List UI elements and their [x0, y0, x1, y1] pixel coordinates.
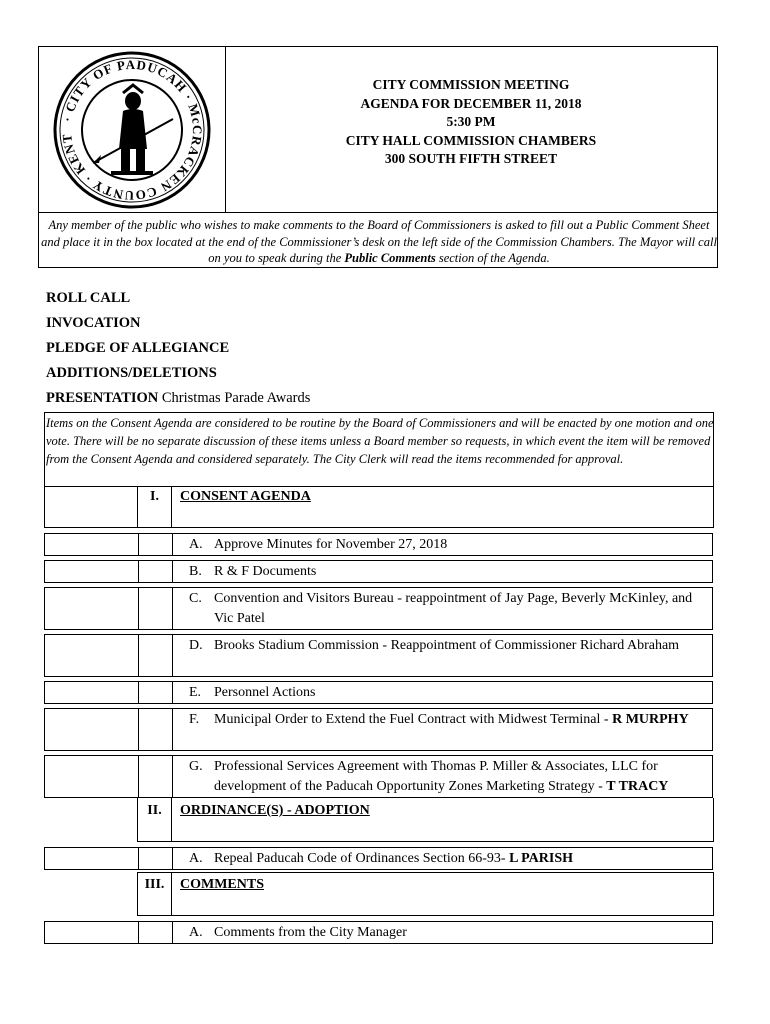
additions-deletions-heading: ADDITIONS/DELETIONS — [46, 365, 217, 381]
consent-col-divider-2 — [171, 486, 172, 528]
row-cell — [45, 588, 139, 629]
row-cell — [138, 561, 173, 582]
city-seal-logo — [53, 51, 211, 209]
meeting-time-line: 5:30 PM — [446, 114, 496, 129]
item-text-wrap — [214, 757, 706, 797]
item-letter: E. — [189, 685, 202, 700]
item-assignee: L PARISH — [509, 851, 574, 866]
roll-call-heading: ROLL CALL — [46, 290, 131, 306]
item-text-wrap — [214, 849, 706, 869]
item-text: R & F Documents — [214, 564, 317, 579]
agenda-item-row — [44, 634, 713, 677]
row-cell — [138, 588, 173, 629]
item-letter: D. — [189, 638, 203, 653]
meeting-location-line: CITY HALL COMMISSION CHAMBERS — [345, 132, 597, 148]
meeting-title-block — [226, 76, 716, 169]
row-cell — [45, 922, 139, 943]
item-text: Brooks Stadium Commission - Reappointment of Commissioner Richard Abraham — [214, 638, 680, 653]
row-cell — [45, 848, 139, 869]
item-letter: A. — [189, 537, 203, 552]
meeting-date-line: AGENDA FOR DECEMBER 11, 2018 — [360, 95, 582, 111]
presentation-label: PRESENTATION — [46, 390, 159, 406]
item-text: Municipal Order to Extend the Fuel Contract with Midwest Terminal - — [214, 712, 613, 727]
row-cell — [45, 756, 139, 797]
consent-divider — [44, 486, 714, 487]
meeting-address-line: 300 SOUTH FIFTH STREET — [384, 151, 558, 166]
presentation-text: Christmas Parade Awards — [158, 390, 311, 406]
row-cell — [45, 534, 139, 555]
item-assignee: R MURPHY — [612, 712, 689, 727]
row-cell — [45, 635, 139, 676]
row-cell — [138, 848, 173, 869]
agenda-item-row — [44, 921, 713, 944]
row-cell — [138, 682, 173, 703]
section-number-2: II. — [147, 803, 162, 818]
agenda-item-row — [44, 560, 713, 583]
presentation-heading — [46, 390, 310, 407]
agenda-item-row — [44, 708, 713, 751]
svg-text:· CITY OF PADUCAH · McCRACKEN: · CITY OF PADUCAH · McCRACKEN COUNTY · KENT — [58, 56, 206, 204]
agenda-item-row — [44, 681, 713, 704]
notice-bold-text: Public Comments — [344, 251, 436, 265]
item-text: Professional Services Agreement with Thomas P. Miller & Associates, LLC for development of the Paducah Opportunity Zones Marketing Strategy - — [214, 759, 658, 794]
item-text-wrap — [214, 710, 706, 730]
item-text: Comments from the City Manager — [214, 925, 407, 940]
agenda-item-row — [44, 533, 713, 556]
item-text: Approve Minutes for November 27, 2018 — [214, 537, 448, 552]
section-number-1: I. — [150, 489, 159, 504]
pledge-heading: PLEDGE OF ALLEGIANCE — [46, 340, 230, 356]
agenda-item-row — [44, 587, 713, 630]
row-cell — [138, 534, 173, 555]
agenda-item-row — [44, 847, 713, 870]
public-comment-notice — [40, 217, 718, 267]
section-title-ordinances: ORDINANCE(S) - ADOPTION — [180, 803, 370, 818]
meeting-title-line: CITY COMMISSION MEETING — [372, 77, 570, 92]
item-letter: B. — [189, 564, 202, 579]
notice-text-end: section of the Agenda. — [435, 251, 550, 265]
row-cell — [138, 635, 173, 676]
item-assignee: T TRACY — [606, 779, 669, 794]
row-cell — [138, 922, 173, 943]
item-letter: A. — [189, 925, 203, 940]
item-text: Repeal Paducah Code of Ordinances Section 66-93- — [214, 851, 510, 866]
section-number-3: III. — [144, 877, 165, 892]
row-cell — [45, 709, 139, 750]
item-letter: F. — [189, 712, 200, 727]
section-title-consent: CONSENT AGENDA — [180, 489, 311, 504]
item-letter: A. — [189, 851, 203, 866]
item-letter: G. — [189, 759, 203, 774]
item-letter: C. — [189, 591, 202, 606]
item-text: Personnel Actions — [214, 685, 316, 700]
consent-agenda-note: Items on the Consent Agenda are considered to be routine by the Board of Commissioners and will be enacted by one motion and one vote. There will be no separate discussion of these items unless a Board member so requests, in which event the item will be removed from the Consent Agenda and considered separately. The City Clerk will read the items recommended for approval. — [46, 416, 714, 466]
agenda-item-row — [44, 755, 713, 798]
row-cell — [138, 709, 173, 750]
section-title-comments: COMMENTS — [180, 877, 264, 892]
item-text: Convention and Visitors Bureau - reappointment of Jay Page, Beverly McKinley, and Vic Patel — [214, 591, 693, 626]
row-cell — [45, 682, 139, 703]
row-cell — [138, 756, 173, 797]
section-3-col-divider — [171, 872, 172, 916]
invocation-heading: INVOCATION — [46, 315, 141, 331]
notice-text: Any member of the public who wishes to make comments to the Board of Commissioners is asked to fill out a Public Comment Sheet and place it in the box located at the end of the Commissioner’s desk on the left side of the Commission Chambers. The Mayor will call on you to speak during the — [41, 218, 717, 265]
row-cell — [45, 561, 139, 582]
header-divider-horizontal — [38, 212, 718, 213]
section-2-col-divider — [171, 798, 172, 842]
